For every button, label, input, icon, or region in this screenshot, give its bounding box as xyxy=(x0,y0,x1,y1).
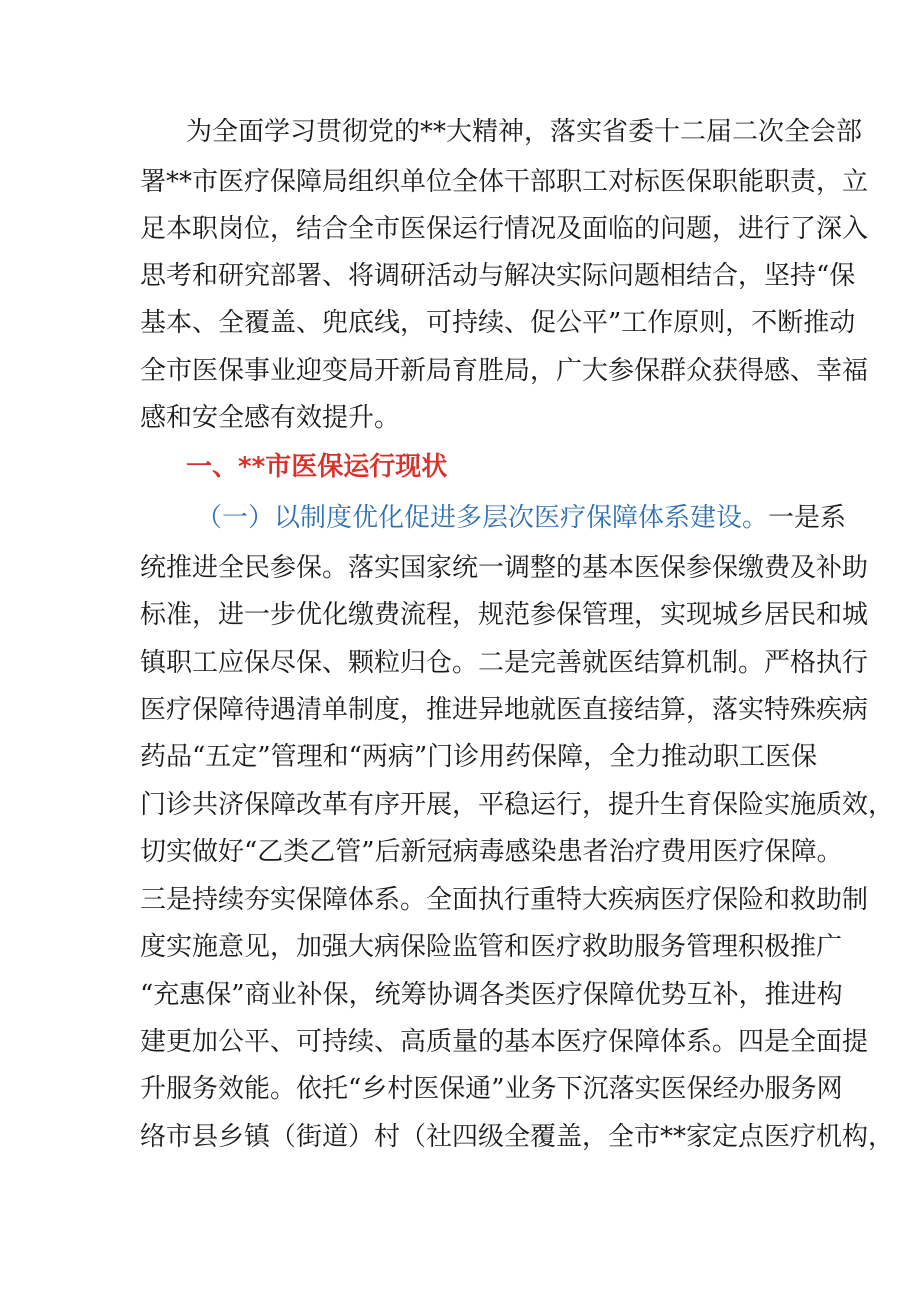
body-line-12: 升服务效能。依托“乡村医保通”业务下沉落实医保经办服务网 xyxy=(140,1074,843,1104)
subsection-heading-line xyxy=(196,498,846,538)
body-line-11: 建更加公平、可持续、高质量的基本医疗保障体系。四是全面提 xyxy=(140,1027,869,1057)
section-heading: 一、**市医保运行现状 xyxy=(186,452,448,482)
body-line-7: 切实做好“乙类乙管”后新冠病毒感染患者治疗费用医疗保障。 xyxy=(140,837,843,867)
body-line-10: “充惠保”商业补保，统筹协调各类医疗保障优势互补，推进构 xyxy=(140,980,843,1010)
intro-line-6: 全市医保事业迎变局开新局育胜局，广大参保群众获得感、幸福 xyxy=(140,356,869,386)
intro-line-5: 基本、全覆盖、兜底线，可持续、促公平”工作原则，不断推动 xyxy=(140,308,856,338)
intro-line-4: 思考和研究部署、将调研活动与解决实际问题相结合，坚持“保 xyxy=(140,261,856,291)
body-line-4: 医疗保障待遇清单制度，推进异地就医直接结算，落实特殊疾病 xyxy=(140,695,869,725)
body-line-3: 镇职工应保尽保、颗粒归仓。二是完善就医结算机制。严格执行 xyxy=(140,648,869,678)
body-line-8: 三是持续夯实保障体系。全面执行重特大疾病医疗保险和救助制 xyxy=(140,885,869,915)
subsection-heading-tail: 一是系 xyxy=(768,503,847,533)
intro-line-1: 为全面学习贯彻党的**大精神，落实省委十二届二次全会部 xyxy=(186,117,863,147)
body-line-1: 统推进全民参保。落实国家统一调整的基本医保参保缴费及补助 xyxy=(140,553,869,583)
intro-line-7: 感和安全感有效提升。 xyxy=(140,403,401,433)
body-line-2: 标准，进一步优化缴费流程，规范参保管理，实现城乡居民和城 xyxy=(140,600,869,630)
body-line-13: 络市县乡镇（街道）村（社四级全覆盖，全市**家定点医疗机构， xyxy=(140,1122,895,1152)
body-line-6: 门诊共济保障改革有序开展，平稳运行，提升生育保险实施质效， xyxy=(140,790,895,820)
intro-line-2: 署**市医疗保障局组织单位全体干部职工对标医保职能职责，立 xyxy=(140,167,869,197)
body-line-9: 度实施意见，加强大病保险监管和医疗救助服务管理积极推广 xyxy=(140,932,843,962)
intro-line-3: 足本职岗位，结合全市医保运行情况及面临的问题，进行了深入 xyxy=(140,214,869,244)
subsection-heading: （一）以制度优化促进多层次医疗保障体系建设。 xyxy=(196,503,769,533)
body-line-5: 药品“五定”管理和“两病”门诊用药保障，全力推动职工医保 xyxy=(140,742,818,772)
